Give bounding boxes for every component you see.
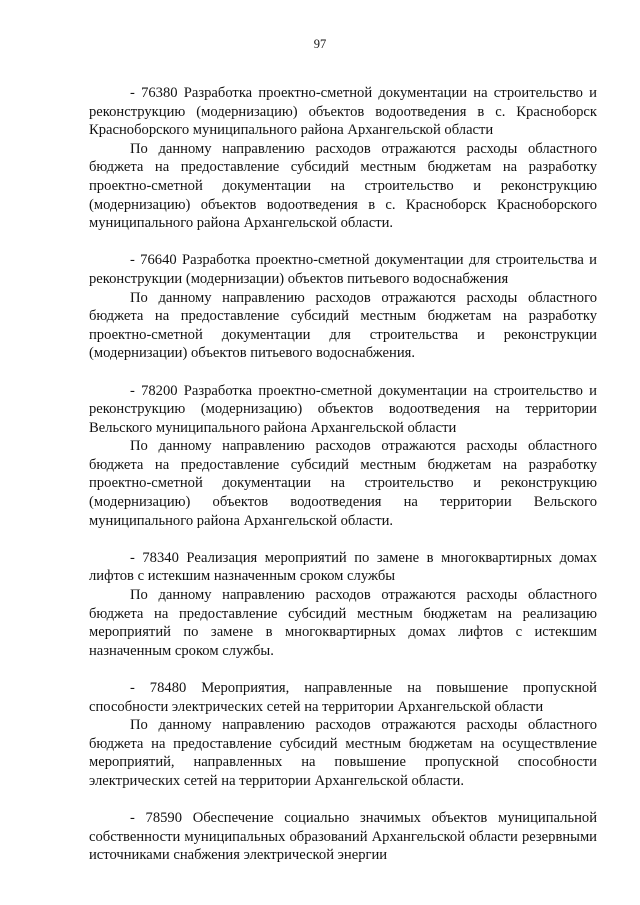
section-body: По данному направлению расходов отражаются расходы областного бюджета на предоставление субсидий местным бюджетам на осуществление мероприятий, направленных на повышение пропускной способности электрических сетей на территории Архангельской области. [89,717,597,789]
section-heading: - 76380 Разработка проектно-сметной документации на строительство и реконструкцию (модернизацию) объектов водоотведения в с. Красноборск Красноборского муниципального района Архангельской области [89,85,597,139]
section-body: По данному направлению расходов отражаются расходы областного бюджета на предоставление субсидий местным бюджетам на разработку проектно-сметной документации на строительство и реконструкцию (модернизацию) объектов водоотведения в с. Красноборск Красноборского муниципального района Архангельской области. [89,140,597,232]
section-76640 [89,251,597,363]
section-heading: - 78590 Обеспечение социально значимых объектов муниципальной собственности муниципальных образований Архангельской области резервными источниками снабжения электрической энергии [89,810,597,864]
document-body [89,84,597,884]
section-78200 [89,382,597,531]
section-heading: - 76640 Разработка проектно-сметной документации для строительства и реконструкции (модернизации) объектов питьевого водоснабжения [89,252,597,287]
section-76380 [89,84,597,233]
section-78590 [89,809,597,865]
page-number: 97 [313,37,327,51]
section-78340 [89,549,597,661]
section-heading: - 78200 Разработка проектно-сметной документации на строительство и реконструкцию (модернизацию) объектов водоотведения на территории Вельского муниципального района Архангельской области [89,382,597,436]
section-heading: - 78480 Мероприятия, направленные на повышение пропускной способности электрических сетей на территории Архангельской области [89,680,597,715]
section-heading: - 78340 Реализация мероприятий по замене в многоквартирных домах лифтов с истекшим назначенным сроком службы [89,549,597,585]
section-78480 [89,679,597,791]
section-body: По данному направлению расходов отражаются расходы областного бюджета на предоставление субсидий местным бюджетам на разработку проектно-сметной документации для строительства и реконструкции (модернизации) объектов питьевого водоснабжения. [89,289,597,362]
section-body: По данному направлению расходов отражаются расходы областного бюджета на предоставление субсидий местным бюджетам на разработку проектно-сметной документации на строительство и реконструкцию (модернизацию) объектов водоотведения на территории Вельского муниципального района Архангельской области. [89,438,597,529]
section-body: По данному направлению расходов отражаются расходы областного бюджета на предоставление субсидий местным бюджетам на реализацию мероприятий по замене в многоквартирных домах лифтов с истекшим назначенным сроком службы. [89,587,597,659]
